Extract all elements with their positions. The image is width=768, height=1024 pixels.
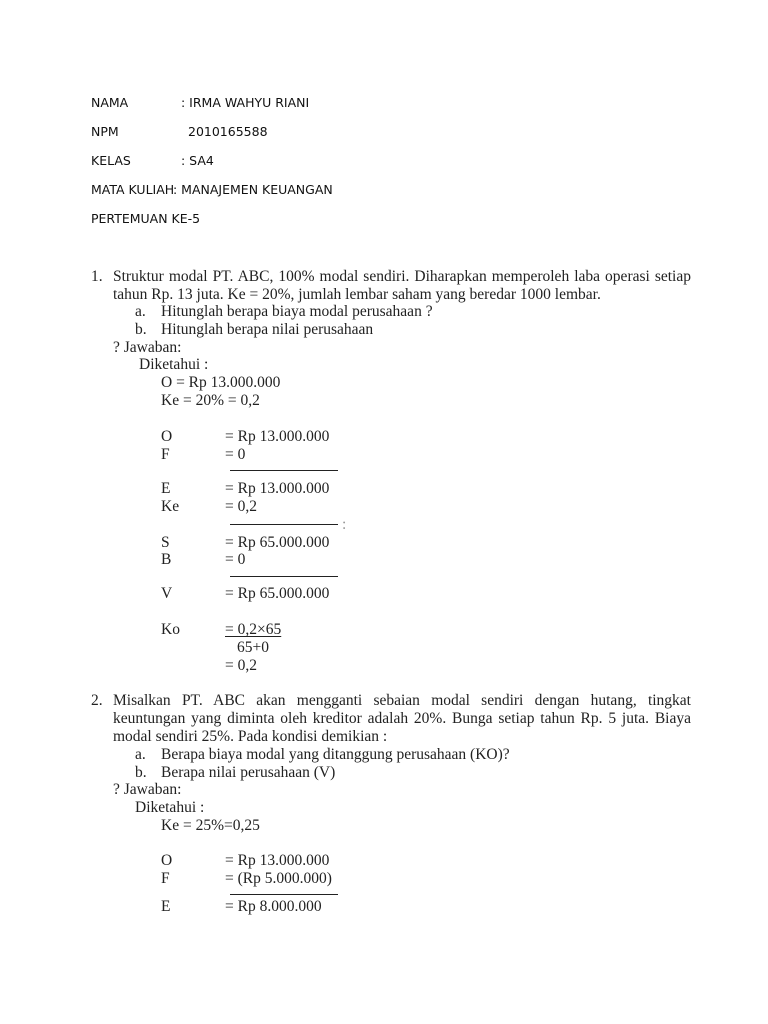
q2-row-label: E: [161, 898, 171, 915]
mata-kuliah-label: MATA KULIAH: [91, 182, 175, 197]
q1-given-ke: Ke = 20% = 0,2: [161, 392, 260, 409]
q1-row-label: F: [161, 446, 170, 463]
q2-diketahui: Diketahui :: [135, 799, 205, 816]
nama-label: NAMA: [91, 95, 129, 110]
kelas-value: : SA4: [181, 153, 214, 168]
divide-mark: :: [342, 516, 347, 533]
mata-kuliah-value: : MANAJEMEN KEUANGAN: [173, 182, 333, 197]
npm-label: NPM: [91, 124, 119, 139]
q2-given-ke: Ke = 25%=0,25: [161, 817, 260, 834]
q2-row-label: F: [161, 870, 170, 887]
q1-row-label: O: [161, 428, 173, 445]
ko-numerator: = 0,2×65: [225, 621, 282, 638]
divide-line: [230, 524, 338, 525]
ko-result: = 0,2: [225, 657, 257, 674]
q1-text-line2: tahun Rp. 13 juta. Ke = 20%, jumlah lembar saham yang beredar 1000 lembar.: [113, 286, 601, 303]
q2-row-value: = (Rp 5.000.000): [225, 870, 332, 887]
q1-row-value: = 0,2: [225, 498, 257, 515]
q1-text-line1: Struktur modal PT. ABC, 100% modal sendiri. Diharapkan memperoleh laba operasi setiap: [113, 268, 691, 285]
sum-line: [230, 470, 338, 471]
q1-row-value: = Rp 65.000.000: [225, 534, 330, 551]
q2-row-value: = Rp 8.000.000: [225, 898, 322, 915]
q2-option-a-mark: a.: [135, 746, 146, 763]
q1-option-b-text: Hitunglah berapa nilai perusahaan: [161, 321, 374, 338]
q1-row-value: = Rp 13.000.000: [225, 428, 330, 445]
q1-jawaban: ? Jawaban:: [113, 339, 182, 356]
nama-value: : IRMA WAHYU RIANI: [181, 95, 310, 110]
q2-text-line2: keuntungan yang diminta oleh kreditor adalah 20%. Bunga setiap tahun Rp. 5 juta. Biaya: [113, 710, 691, 727]
q2-option-a-text: Berapa biaya modal yang ditanggung perusahaan (KO)?: [161, 746, 510, 763]
pertemuan-label: PERTEMUAN KE-5: [91, 211, 201, 226]
q1-option-a-text: Hitunglah berapa biaya modal perusahaan ?: [161, 303, 433, 320]
q2-option-b-text: Berapa nilai perusahaan (V): [161, 764, 336, 781]
q1-row-label: V: [161, 585, 173, 602]
npm-value: 2010165588: [188, 124, 268, 139]
sum-line: [230, 576, 338, 577]
q1-row-label: B: [161, 551, 172, 568]
q1-row-value: = 0: [225, 446, 246, 463]
sum-line: [230, 894, 338, 895]
q1-number: 1.: [91, 268, 103, 285]
kelas-label: KELAS: [91, 153, 131, 168]
q1-row-value: = Rp 65.000.000: [225, 585, 330, 602]
q1-given-o: O = Rp 13.000.000: [161, 374, 281, 391]
q2-jawaban: ? Jawaban:: [113, 781, 182, 798]
q2-text-line3: modal sendiri 25%. Pada kondisi demikian :: [113, 728, 388, 745]
q2-row-value: = Rp 13.000.000: [225, 852, 330, 869]
q1-row-label: Ke: [161, 498, 180, 515]
q1-row-label: Ko: [161, 621, 180, 638]
q1-row-value: = Rp 13.000.000: [225, 480, 330, 497]
q1-option-b-mark: b.: [135, 321, 147, 338]
q1-row-label: S: [161, 534, 170, 551]
q1-row-label: E: [161, 480, 171, 497]
q2-number: 2.: [91, 692, 103, 709]
q1-diketahui: Diketahui :: [139, 356, 209, 373]
q2-text-line1: Misalkan PT. ABC akan mengganti sebaian modal sendiri dengan hutang, tingkat: [113, 692, 691, 709]
q2-option-b-mark: b.: [135, 764, 147, 781]
ko-denominator: 65+0: [237, 639, 269, 656]
q1-option-a-mark: a.: [135, 303, 146, 320]
q2-row-label: O: [161, 852, 173, 869]
q1-row-value: = 0: [225, 551, 246, 568]
